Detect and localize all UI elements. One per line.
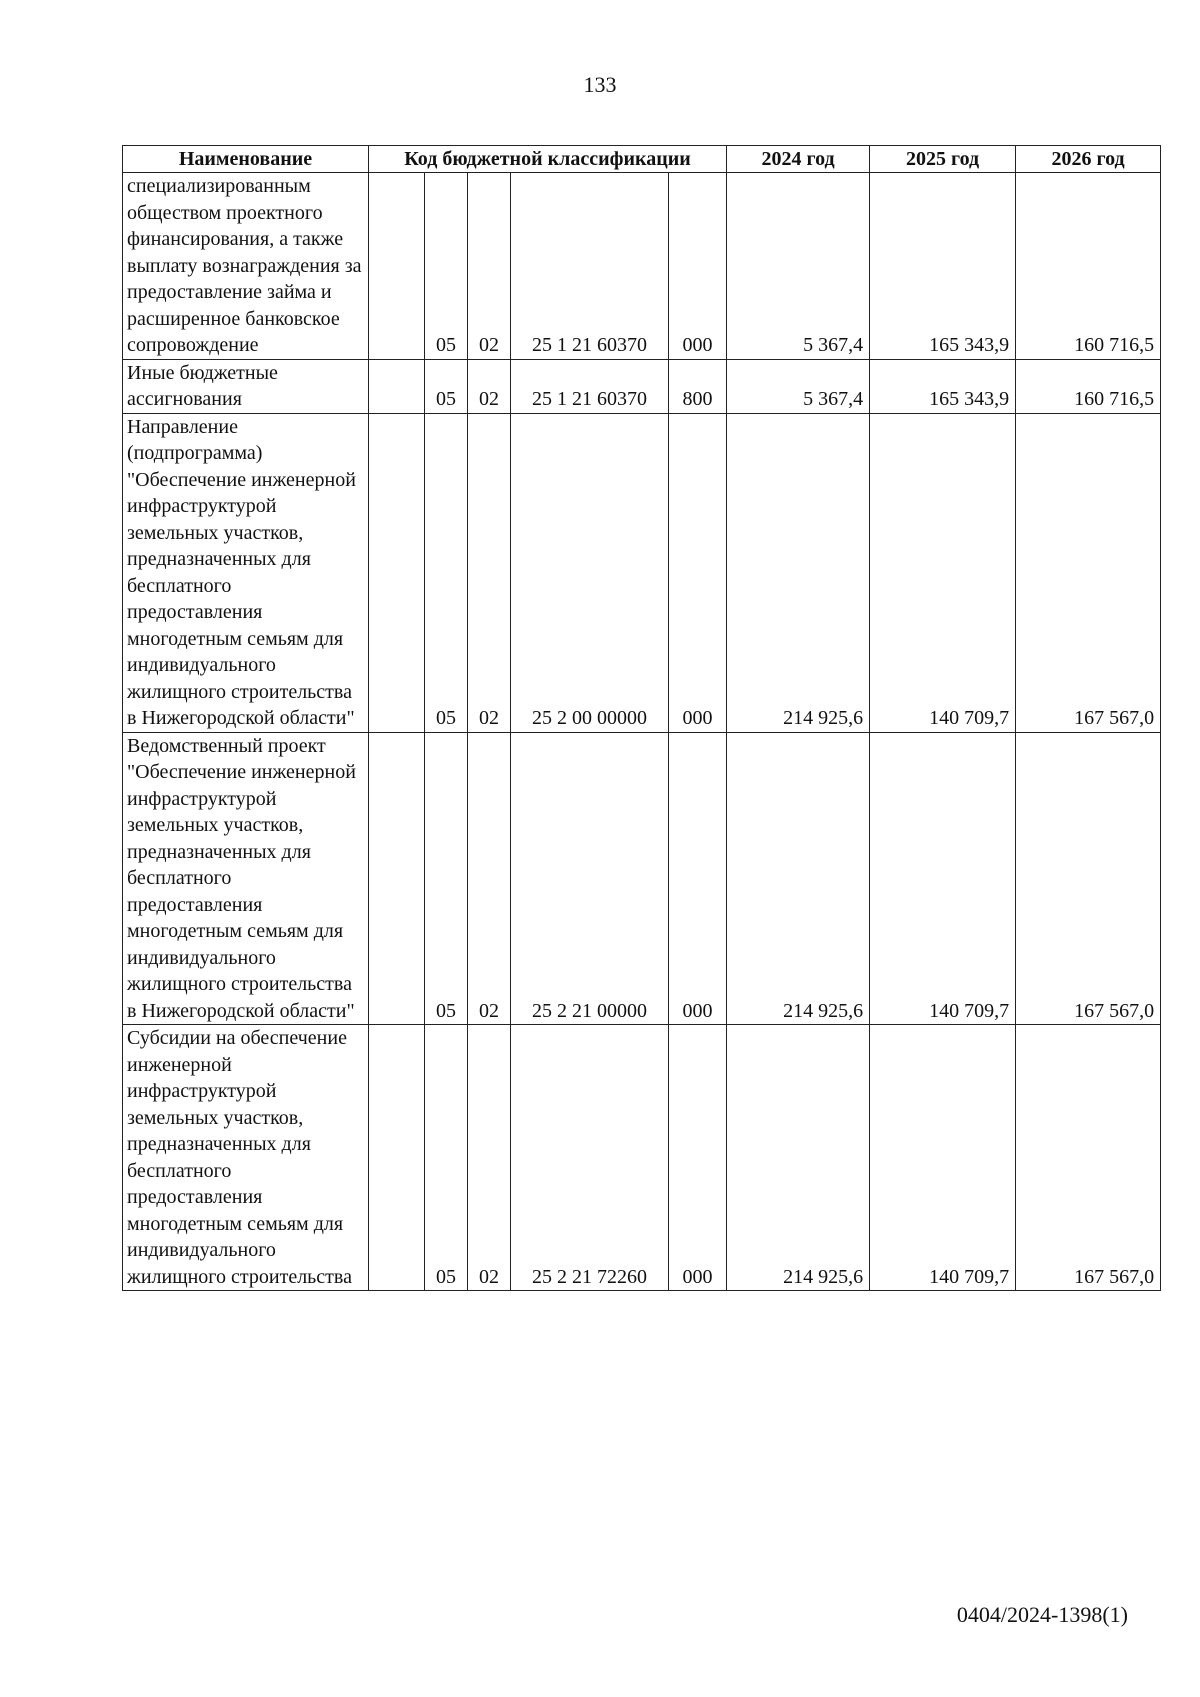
code-empty [369,413,425,732]
header-2024: 2024 год [727,146,870,173]
row-name: специализированным обществом проектного финансирования, а также выплату вознаграждения за предоставление займа и расширенное банковское сопровождение [123,173,369,360]
code-empty [369,359,425,413]
value-2026: 167 567,0 [1016,1025,1161,1291]
value-2026: 160 716,5 [1016,359,1161,413]
table-row [123,732,1161,1025]
header-code: Код бюджетной классификации [369,146,727,173]
code-expense-type: 000 [669,413,727,732]
code-expense-type: 000 [669,732,727,1025]
value-2025: 140 709,7 [870,732,1016,1025]
code-subsection: 02 [468,173,511,360]
page-number: 133 [583,72,617,97]
document-reference-code: 0404/2024-1398(1) [956,1602,1128,1627]
row-name: Ведомственный проект "Обеспечение инженерной инфраструктурой земельных участков, предназначенных для бесплатного предоставления многодетным семьям для индивидуального жилищного строительства в Нижегородской области" [123,732,369,1025]
value-2025: 165 343,9 [870,359,1016,413]
code-section: 05 [425,413,468,732]
value-2026: 167 567,0 [1016,413,1161,732]
table-row [123,173,1161,360]
code-subsection: 02 [468,732,511,1025]
header-name: Наименование [123,146,369,173]
row-name: Иные бюджетные ассигнования [123,359,369,413]
code-section: 05 [425,173,468,360]
code-target: 25 1 21 60370 [511,359,669,413]
value-2026: 167 567,0 [1016,732,1161,1025]
code-target: 25 2 00 00000 [511,413,669,732]
value-2025: 165 343,9 [870,173,1016,360]
header-2025: 2025 год [870,146,1016,173]
header-2026: 2026 год [1016,146,1161,173]
value-2024: 214 925,6 [727,732,870,1025]
code-subsection: 02 [468,413,511,732]
code-section: 05 [425,732,468,1025]
code-empty [369,732,425,1025]
code-empty [369,1025,425,1291]
row-name: Субсидии на обеспечение инженерной инфраструктурой земельных участков, предназначенных для бесплатного предоставления многодетным семьям для индивидуального жилищного строительства [123,1025,369,1291]
value-2024: 5 367,4 [727,359,870,413]
code-expense-type: 800 [669,359,727,413]
table-row [123,413,1161,732]
code-expense-type: 000 [669,1025,727,1291]
row-name: Направление (подпрограмма) "Обеспечение инженерной инфраструктурой земельных участков, предназначенных для бесплатного предоставления многодетным семьям для индивидуального жилищного строительства в Нижегородской области" [123,413,369,732]
code-subsection: 02 [468,1025,511,1291]
budget-table [122,145,1161,1291]
code-expense-type: 000 [669,173,727,360]
table-row [123,1025,1161,1291]
code-empty [369,173,425,360]
code-target: 25 2 21 00000 [511,732,669,1025]
value-2026: 160 716,5 [1016,173,1161,360]
value-2024: 5 367,4 [727,173,870,360]
value-2025: 140 709,7 [870,413,1016,732]
value-2024: 214 925,6 [727,1025,870,1291]
table-header [123,146,1161,173]
code-subsection: 02 [468,359,511,413]
value-2025: 140 709,7 [870,1025,1016,1291]
code-target: 25 1 21 60370 [511,173,669,360]
table-row [123,359,1161,413]
code-section: 05 [425,359,468,413]
value-2024: 214 925,6 [727,413,870,732]
code-section: 05 [425,1025,468,1291]
code-target: 25 2 21 72260 [511,1025,669,1291]
